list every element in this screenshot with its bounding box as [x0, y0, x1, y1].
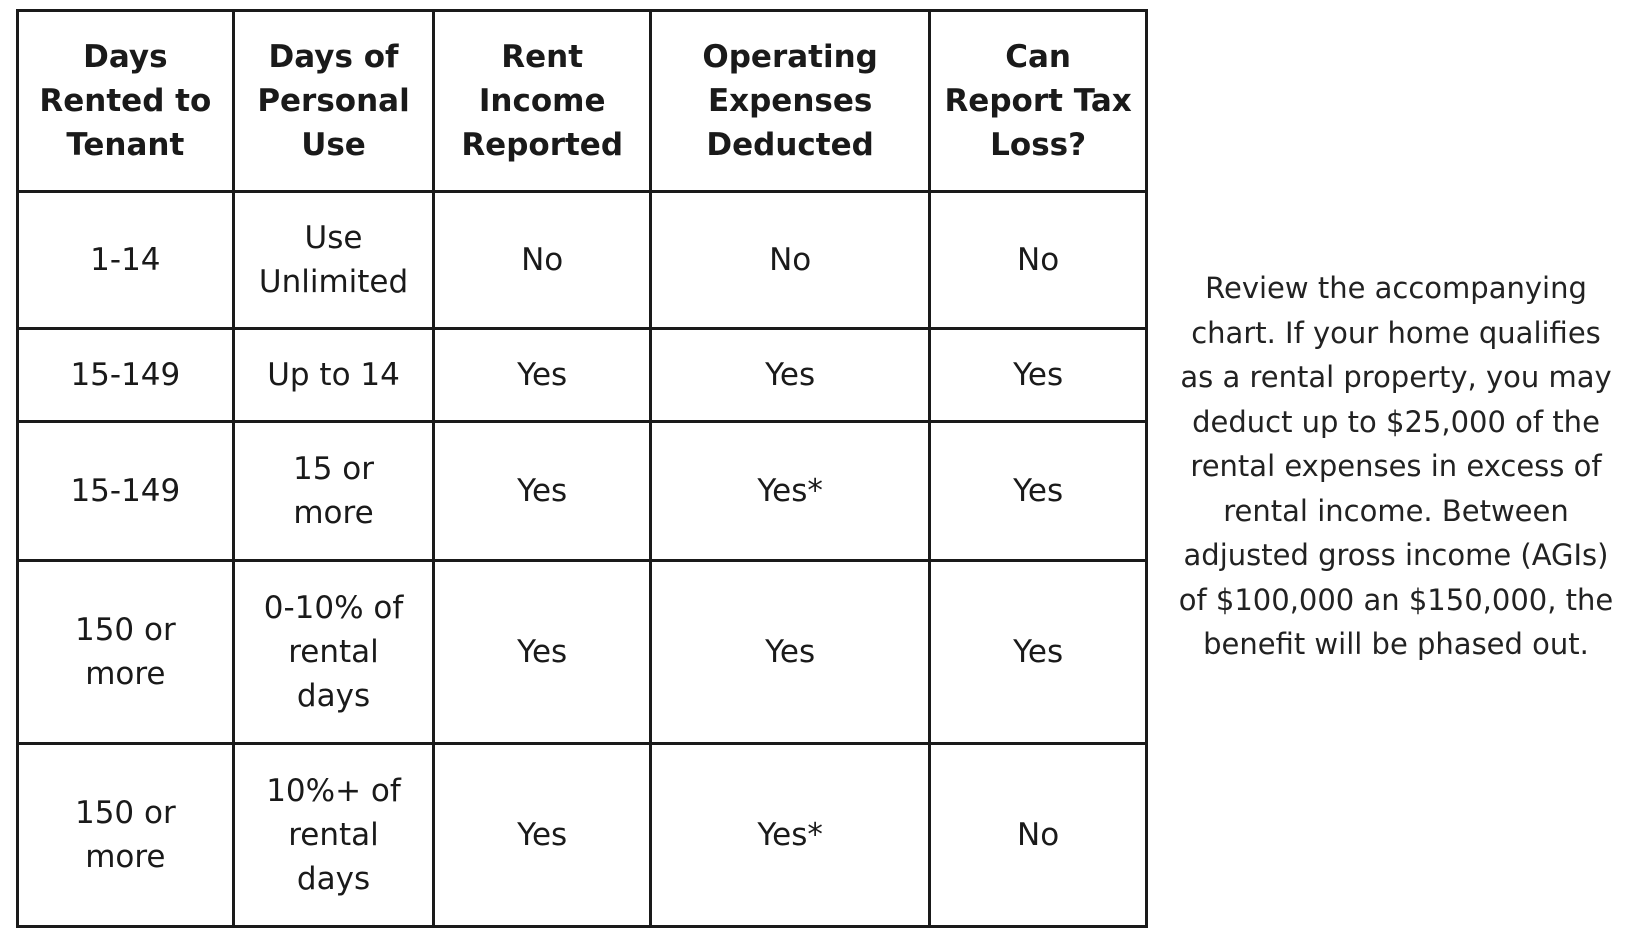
table-cell — [18, 560, 234, 743]
table-row — [18, 560, 1147, 743]
table-row — [18, 422, 1147, 561]
cell-text: 15-149 — [70, 357, 181, 394]
cell-text: No — [1017, 816, 1060, 853]
table-cell — [18, 743, 234, 926]
table-cell — [18, 422, 234, 561]
cell-text: Yes* — [757, 816, 823, 853]
cell-text: Yes — [765, 357, 816, 394]
cell-text: No — [769, 242, 812, 279]
cell-text: Yes — [1013, 633, 1064, 670]
cell-text: 15-149 — [70, 473, 181, 510]
cell-text: 10%+ of rental days — [266, 772, 401, 897]
table-row — [18, 743, 1147, 926]
table-cell — [434, 192, 651, 329]
explanatory-note: Review the accompanying chart. If your home qualifies as a rental property, you may deduct up to $25,000 of the rental expenses in excess of rental income. Between adjusted gross income (AGIs) of $100,000 an $150,000, the benefit will be phased out. — [1178, 271, 1614, 661]
table-cell — [434, 422, 651, 561]
cell-text: 150 or more — [74, 794, 176, 875]
cell-text: Yes — [1013, 357, 1064, 394]
cell-text: Yes — [1013, 473, 1064, 510]
cell-text: 1-14 — [90, 242, 161, 279]
table-cell — [930, 422, 1147, 561]
table-cell — [930, 329, 1147, 422]
table-cell — [651, 192, 930, 329]
cell-text: No — [1017, 242, 1060, 279]
table-cell — [233, 329, 434, 422]
table-cell — [233, 422, 434, 561]
cell-text: Yes* — [757, 473, 823, 510]
header-label: Days Rented to Tenant — [39, 39, 212, 163]
header-label: Days of Personal Use — [257, 39, 410, 163]
cell-text: Yes — [517, 473, 568, 510]
table-cell — [651, 560, 930, 743]
header-rent-income — [434, 11, 651, 192]
table-cell — [233, 743, 434, 926]
header-operating-expenses — [651, 11, 930, 192]
table-row — [18, 329, 1147, 422]
cell-text: 0-10% of rental days — [263, 589, 404, 714]
cell-text: Yes — [517, 633, 568, 670]
table-cell — [930, 560, 1147, 743]
table-cell — [18, 329, 234, 422]
rental-rules-table — [16, 9, 1148, 928]
table-cell — [434, 743, 651, 926]
header-row — [18, 11, 1147, 192]
table-cell — [651, 329, 930, 422]
table-cell — [434, 560, 651, 743]
table-cell — [18, 192, 234, 329]
cell-text: 15 or more — [293, 451, 375, 532]
header-personal-use — [233, 11, 434, 192]
table-cell — [434, 329, 651, 422]
header-label: Operating Expenses Deducted — [702, 39, 878, 163]
cell-text: Use Unlimited — [258, 220, 409, 301]
header-label: Can Report Tax Loss? — [944, 39, 1132, 163]
table-cell — [930, 743, 1147, 926]
table-cell — [233, 192, 434, 329]
cell-text: No — [521, 242, 564, 279]
cell-text: 150 or more — [74, 611, 176, 692]
table-row — [18, 192, 1147, 329]
header-days-rented — [18, 11, 234, 192]
cell-text: Yes — [517, 357, 568, 394]
table-cell — [651, 422, 930, 561]
cell-text: Yes — [765, 633, 816, 670]
table-cell — [233, 560, 434, 743]
header-label: Rent Income Reported — [461, 39, 624, 163]
table-cell — [930, 192, 1147, 329]
table-cell — [651, 743, 930, 926]
cell-text: Up to 14 — [267, 357, 400, 394]
cell-text: Yes — [517, 816, 568, 853]
header-tax-loss — [930, 11, 1147, 192]
